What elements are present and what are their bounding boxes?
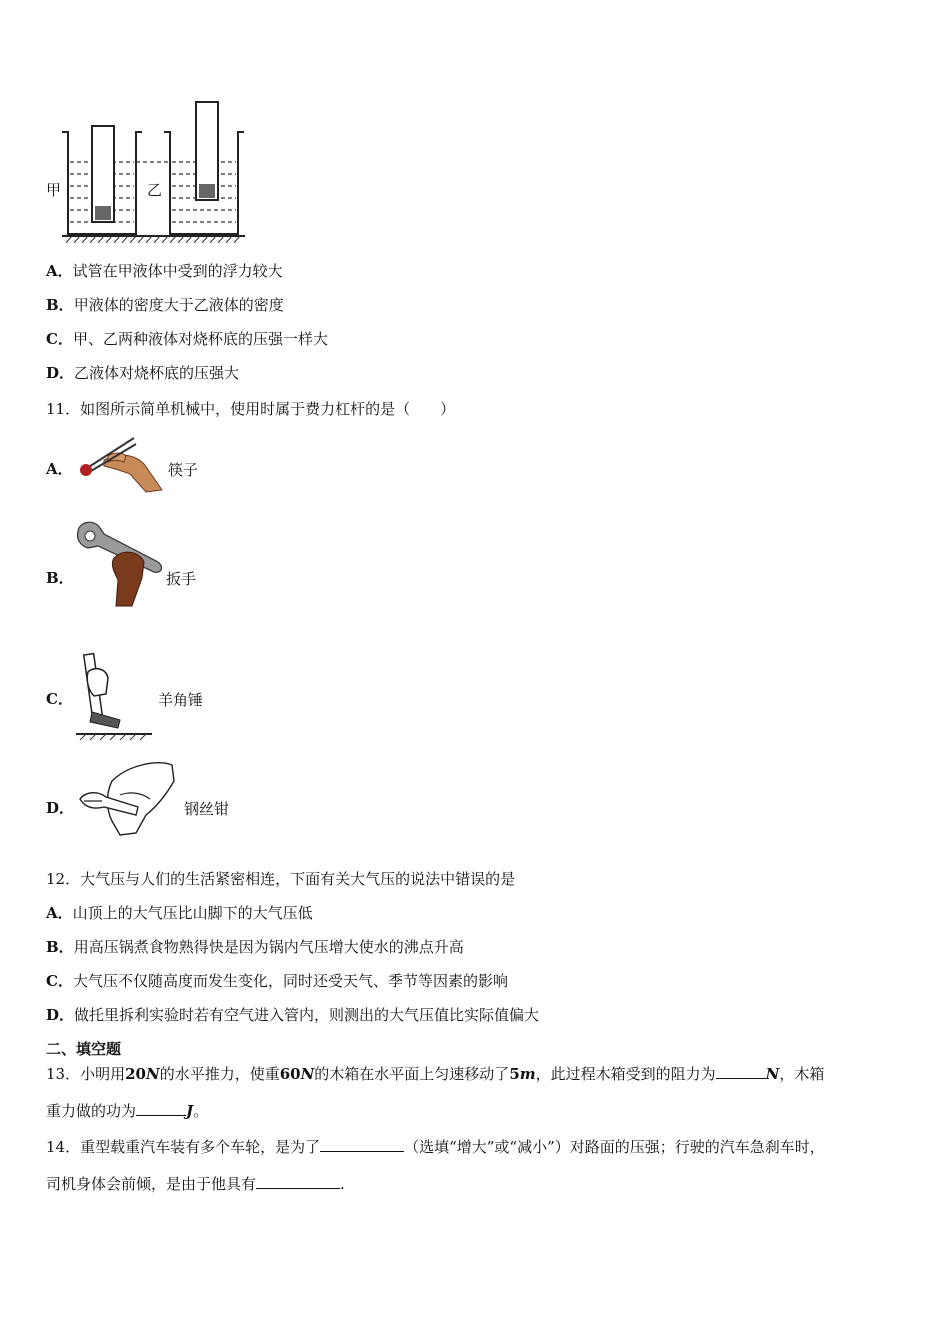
q13-line2 [46, 1101, 208, 1121]
chopsticks-icon [74, 430, 166, 494]
q14-text: . [340, 1175, 345, 1193]
option-letter: C． [46, 972, 73, 990]
option-letter: D． [46, 364, 75, 382]
q13-unit: J [186, 1102, 194, 1120]
option-letter: A． [46, 460, 73, 478]
option-letter: C． [46, 690, 73, 708]
q12-stem: 12．大气压与人们的生活紧密相连，下面有关大气压的说法中错误的是 [46, 870, 516, 888]
q13-text: 13．小明用 [46, 1065, 126, 1083]
q13-blank-2[interactable] [136, 1101, 186, 1116]
q13-text: ，木箱 [779, 1065, 825, 1083]
q11-option-b[interactable] [46, 568, 74, 588]
q13-text: 重力做的功为 [46, 1102, 137, 1120]
q14-text: （选填“增大”或“减小”）对路面的压强；行驶的汽车急刹车时， [404, 1138, 825, 1156]
q14-text: 14．重型载重汽车装有多个车轮，是为了 [46, 1138, 321, 1156]
option-letter: D． [46, 1006, 75, 1024]
q13-line1 [46, 1064, 824, 1084]
beakers-figure [40, 98, 260, 243]
option-letter: B． [46, 296, 74, 314]
option-letter: D． [46, 799, 75, 817]
q12-option-c[interactable] [46, 971, 508, 991]
q14-text: 司机身体会前倾，是由于他具有 [46, 1175, 257, 1193]
q13-text: 的水平推力，使重 [159, 1065, 280, 1083]
q12-option-b[interactable] [46, 937, 464, 957]
q13-unit: m [519, 1065, 536, 1083]
q11-stem: 11．如图所示简单机械中，使用时属于费力杠杆的是（ ） [46, 400, 456, 418]
option-letter: B． [46, 569, 74, 587]
option-text: 甲、乙两种液体对烧杯底的压强一样大 [72, 330, 328, 348]
section-title: 二、填空题 [46, 1040, 122, 1058]
option-text: 做托里拆利实验时若有空气进入管内，则测出的大气压值比实际值偏大 [74, 1006, 540, 1024]
label-yi: 乙 [147, 181, 163, 199]
option-text: 甲液体的密度大于乙液体的密度 [73, 296, 284, 314]
q11-a-label: 筷子 [168, 461, 199, 479]
option-text: 乙液体对烧杯底的压强大 [74, 364, 240, 382]
option-letter: A． [46, 904, 73, 922]
q12-option-d[interactable] [46, 1005, 539, 1025]
claw-hammer-icon [74, 650, 154, 742]
q13-unit: N [765, 1065, 780, 1083]
q10-option-b[interactable] [46, 295, 284, 315]
wrench-icon [74, 518, 166, 610]
q11-option-d[interactable] [46, 798, 74, 818]
q13-value: 20 [125, 1065, 146, 1083]
q10-option-c[interactable] [46, 329, 328, 349]
q13-text: 的木箱在水平面上匀速移动了 [314, 1065, 510, 1083]
q11-b-label: 扳手 [166, 570, 197, 588]
q11-c-label: 羊角锤 [158, 691, 204, 709]
option-text: 用高压锅煮食物熟得快是因为锅内气压增大使水的沸点升高 [73, 938, 464, 956]
label-jia: 甲 [46, 181, 62, 199]
q14-blank-2[interactable] [256, 1174, 340, 1189]
q13-text: ，此过程木箱受到的阻力为 [535, 1065, 716, 1083]
option-letter: C． [46, 330, 73, 348]
pliers-icon [76, 755, 180, 839]
q13-value: 60 [279, 1065, 301, 1083]
q13-unit: N [300, 1065, 315, 1083]
q13-unit: N [145, 1065, 160, 1083]
option-text: 大气压不仅随高度而发生变化，同时还受天气、季节等因素的影响 [72, 972, 508, 990]
q14-blank-1[interactable] [320, 1137, 404, 1152]
q11-option-a[interactable] [46, 459, 73, 479]
option-letter: B． [46, 938, 74, 956]
q10-option-a[interactable] [46, 261, 283, 281]
q10-option-d[interactable] [46, 363, 239, 383]
q13-text: 。 [193, 1102, 209, 1120]
option-letter: A． [46, 262, 73, 280]
q13-blank-1[interactable] [716, 1064, 766, 1079]
q13-value: 5 [509, 1065, 520, 1083]
q11-d-label: 钢丝钳 [184, 800, 230, 818]
option-text: 试管在甲液体中受到的浮力较大 [72, 262, 283, 280]
q14-line2 [46, 1174, 345, 1194]
q12-option-a[interactable] [46, 903, 313, 923]
q11-option-c[interactable] [46, 689, 73, 709]
q14-line1 [46, 1137, 825, 1157]
option-text: 山顶上的大气压比山脚下的大气压低 [72, 904, 313, 922]
